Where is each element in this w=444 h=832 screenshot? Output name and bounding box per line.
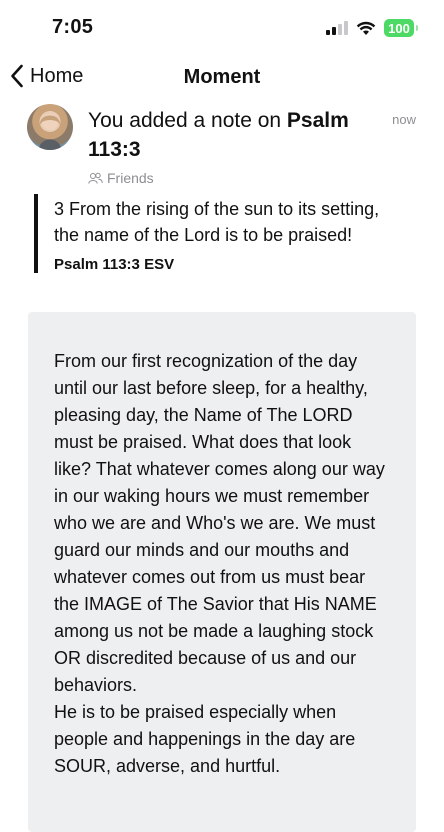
wifi-icon: [356, 21, 376, 36]
chevron-left-icon: [10, 64, 24, 88]
verse-text: 3 From the rising of the sun to its setting, the name of the Lord is to be praised!: [54, 199, 380, 245]
status-indicators: [326, 19, 414, 37]
visibility-label: Friends: [107, 170, 154, 186]
navigation-bar: [0, 58, 444, 98]
battery-indicator: 100: [384, 19, 414, 37]
back-button[interactable]: [10, 64, 83, 88]
verse-reference: Psalm 113:3 ESV: [54, 256, 175, 273]
verse-block[interactable]: [34, 194, 404, 273]
page-title: Moment: [183, 66, 261, 88]
status-bar: [0, 0, 444, 58]
verse-reference-link[interactable]: Psalm 113:3: [88, 109, 349, 161]
cellular-signal-icon: [326, 21, 348, 35]
visibility-badge: [88, 170, 154, 186]
user-photo-icon: [27, 104, 73, 150]
avatar[interactable]: [27, 104, 73, 150]
headline-text: You added a note on: [88, 109, 287, 132]
note-card: [28, 312, 416, 832]
timestamp: now: [392, 112, 416, 127]
moment-headline: [88, 106, 378, 164]
friends-icon: [88, 172, 103, 184]
back-button-label: Home: [30, 64, 84, 87]
note-text: From our first recognization of the day until our last before sleep, for a healthy, pleasing day, the Name of The LORD must be praised. What does that look like? That whatever comes along our way in our waking hours we must remember who we are and Who's we are. We must guard our minds and our mouths and whatever comes out from us must bear the IMAGE of The Savior that His NAME among us not be made a laughing stock OR discredited because of us and our behaviors. He is to be praised especially when people and happenings in the day are SOUR, adverse, and hurtful.: [54, 351, 385, 776]
clock: 7:05: [52, 16, 94, 38]
